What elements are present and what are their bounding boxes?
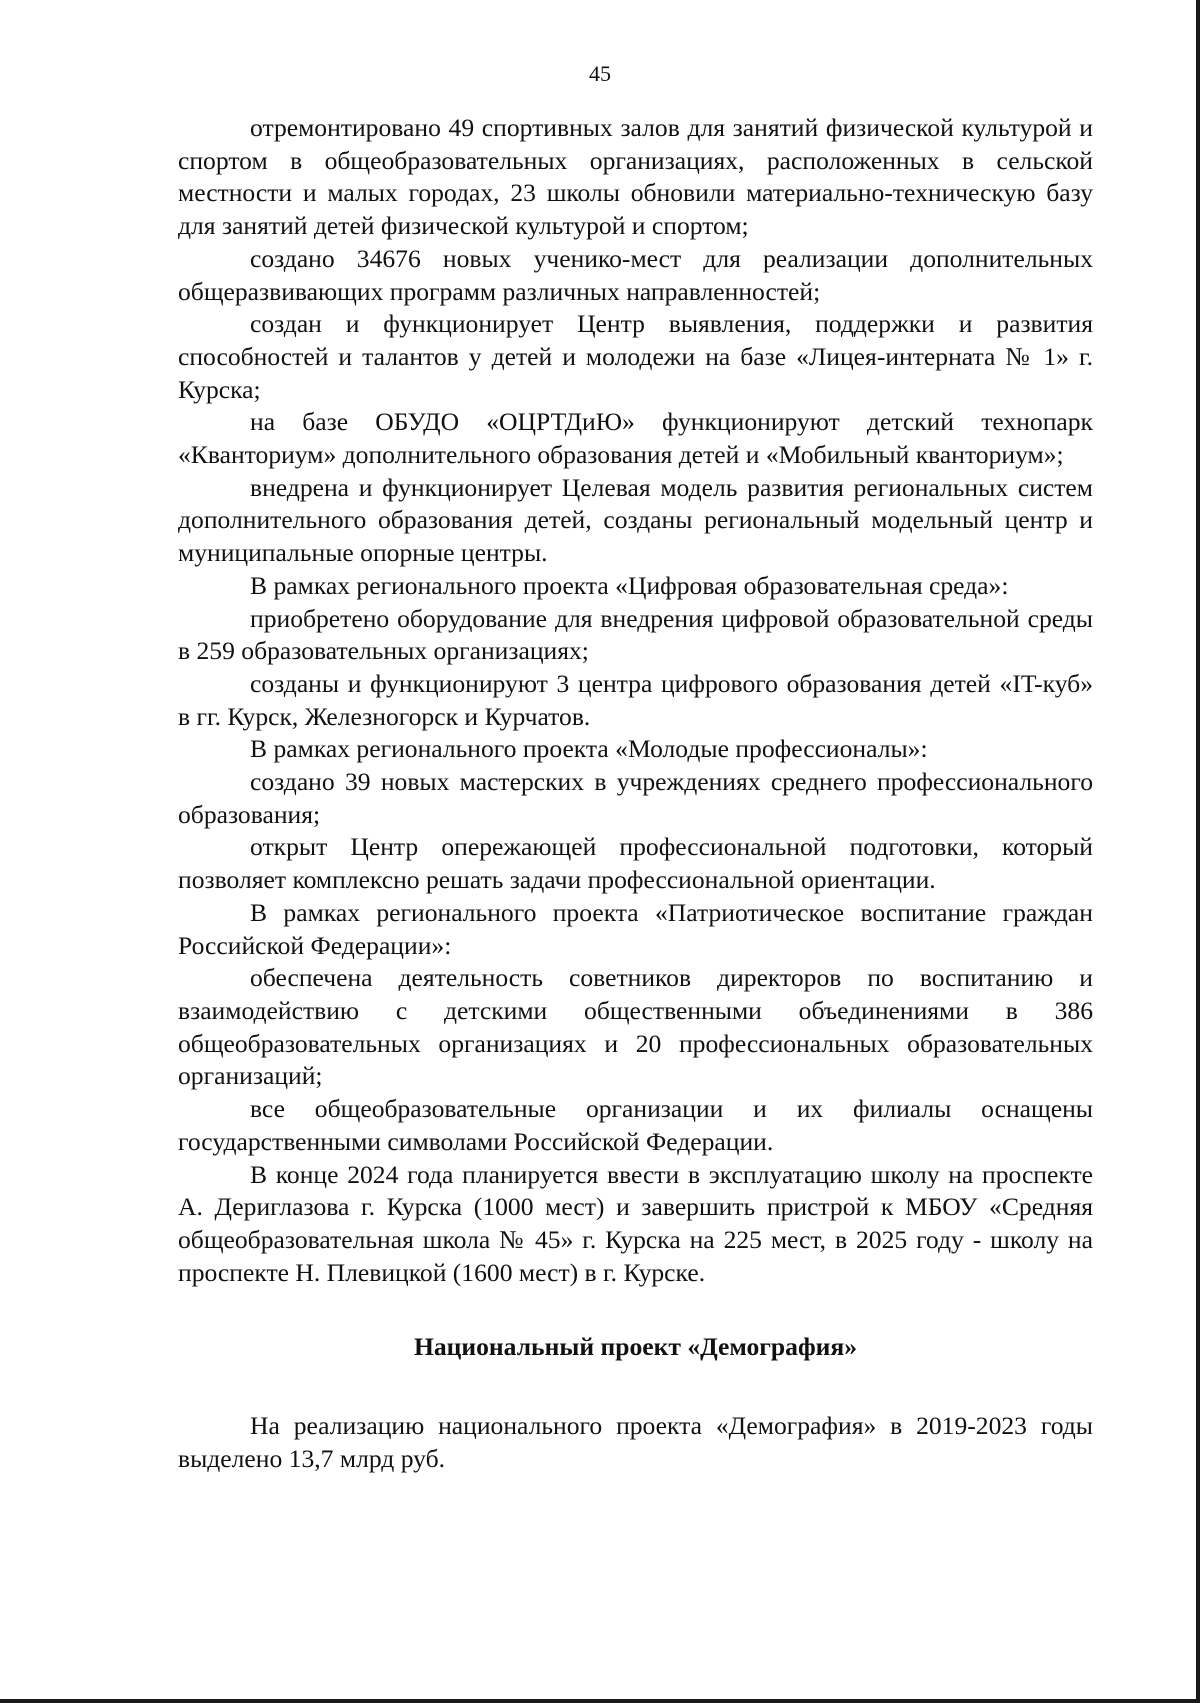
paragraph-state-symbols: все общеобразовательные организации и их филиалы оснащены государственными символами Российской Федерации. bbox=[178, 1094, 1093, 1156]
paragraph-digital-project: В рамках регионального проекта «Цифровая образовательная среда»: bbox=[250, 570, 1009, 600]
paragraph-schools-construction: В конце 2024 года планируется ввести в эксплуатацию школу на проспекте А. Дериглазова г. Курска (1000 мест) и завершить пристрой к МБОУ «Средняя общеобразовательная школа № 45» г. Курска на 225 мест, в 2025 году - школу на проспекте Н. Плевицкой (1600 мест) в г. Курске. bbox=[178, 1159, 1093, 1287]
paragraph-it-cube: созданы и функционируют 3 центра цифрового образования детей «IT-куб» в гг. Курск, Железногорск и Курчатов. bbox=[178, 668, 1093, 731]
paragraph-young-professionals: В рамках регионального проекта «Молодые профессионалы»: bbox=[250, 734, 928, 764]
paragraph-target-model: внедрена и функционирует Целевая модель развития региональных систем дополнительного образования детей, созданы региональный модельный центр и муниципальные опорные центры. bbox=[178, 472, 1093, 568]
paragraph-kvantorium: на базе ОБУДО «ОЦРТДиЮ» функционируют детский технопарк «Кванториум» дополнительного образования детей и «Мобильный кванториум»; bbox=[178, 407, 1093, 470]
scan-edge-bottom bbox=[0, 1699, 1200, 1703]
paragraph-demography-funding: На реализацию национального проекта «Демография» в 2019-2023 годы выделено 13,7 млрд руб. bbox=[178, 1411, 1093, 1473]
paragraph-talent-center: создан и функционирует Центр выявления, поддержки и развития способностей и талантов у детей и молодежи на базе «Лицея-интерната № 1» г. Курска; bbox=[178, 309, 1093, 404]
paragraph-patriotic-project: В рамках регионального проекта «Патриотическое воспитание граждан Российской Федерации»: bbox=[178, 897, 1093, 960]
paragraph-workshops: создано 39 новых мастерских в учреждениях среднего профессионального образования; bbox=[178, 767, 1093, 829]
paragraph-advisors: обеспечена деятельность советников директоров по воспитанию и взаимодействию с детскими общественными объединениями в 386 общеобразовательных организациях и 20 профессиональных образовательных организаций; bbox=[178, 963, 1093, 1091]
paragraph-training-center: открыт Центр опережающей профессиональной подготовки, который позволяет комплексно решать задачи профессиональной ориентации. bbox=[178, 832, 1093, 895]
paragraph-sports-halls: отремонтировано 49 спортивных залов для занятий физической культурой и спортом в общеобразовательных организациях, расположенных в сельской местности и малых городах, 23 школы обновили материально-техническую базу для занятий детей физической культурой и спортом; bbox=[178, 113, 1093, 241]
paragraph-student-places: создано 34676 новых ученико-мест для реализации дополнительных общеразвивающих программ различных направленностей; bbox=[178, 243, 1093, 306]
paragraph-digital-equipment: приобретено оборудование для внедрения цифровой образовательной среды в 259 образовательных организациях; bbox=[178, 603, 1093, 666]
section-heading-demography: Национальный проект «Демография» bbox=[413, 1332, 858, 1362]
page-number: 45 bbox=[589, 61, 611, 86]
scan-edge-right bbox=[1196, 0, 1200, 1703]
document-body bbox=[178, 112, 1093, 1475]
